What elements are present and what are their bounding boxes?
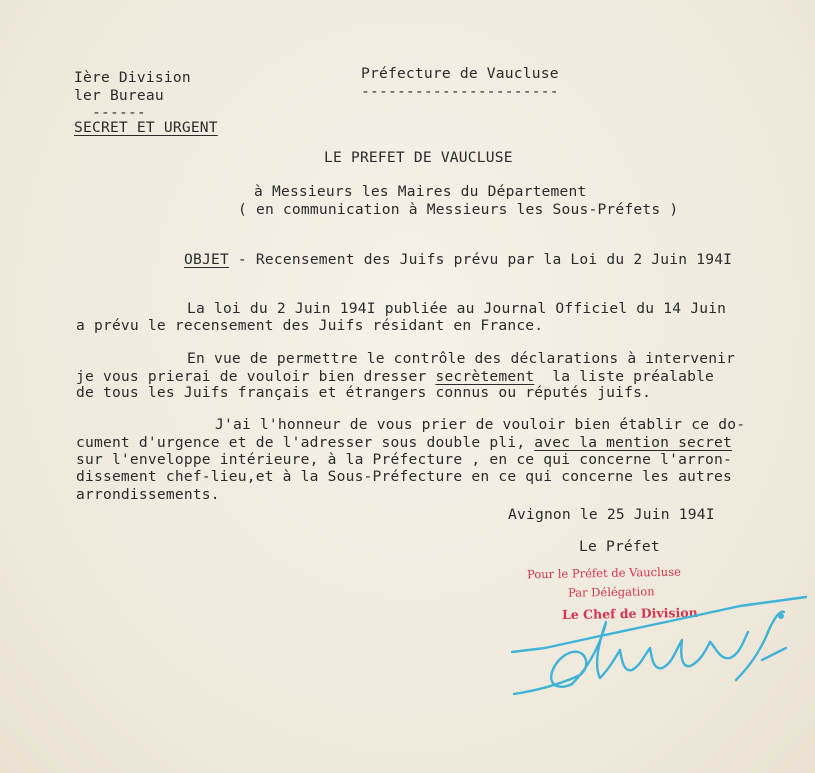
paragraph-3-line-1: J'ai l'honneur de vous prier de vouloir bien établir ce do- xyxy=(215,416,746,433)
paragraph-1-line-2: a prévu le recensement des Juifs résidant en France. xyxy=(76,317,544,334)
paragraph-2-line-1: En vue de permettre le contrôle des déclarations à intervenir xyxy=(187,350,736,367)
division-label: Ière Division xyxy=(74,69,191,86)
paragraph-3-line-2-text: cument d'urgence et de l'adresser sous double pli, xyxy=(76,434,535,451)
prefecture-rule: ---------------------- xyxy=(361,83,559,100)
recipients-line-1: à Messieurs les Maires du Département xyxy=(254,183,587,200)
place-date: Avignon le 25 Juin 194I xyxy=(508,506,715,523)
emphasis-mention-secret: avec la mention secret xyxy=(534,434,732,451)
sender-title: LE PREFET DE VAUCLUSE xyxy=(324,149,513,166)
paragraph-2-line-3: de tous les Juifs français et étrangers connus ou réputés juifs. xyxy=(76,384,652,401)
paragraph-3-line-5: arrondissements. xyxy=(76,486,220,503)
recipients-line-2: ( en communication à Messieurs les Sous-Préfets ) xyxy=(238,201,679,218)
paragraph-3-line-3: sur l'enveloppe intérieure, à la Préfecture , en ce qui concerne l'arron- xyxy=(76,451,732,468)
emphasis-secretement: secrètement xyxy=(435,368,535,385)
paragraph-2-line-2-text: je vous prierai de vouloir bien dresser xyxy=(76,368,436,385)
stamp-line-3: Le Chef de Division xyxy=(561,604,698,623)
confidential-label: SECRET ET URGENT xyxy=(74,119,218,136)
paragraph-1-line-1: La loi du 2 Juin 194I publiée au Journal Officiel du 14 Juin xyxy=(187,300,727,317)
paragraph-2-line-2-text-end: la liste préalable xyxy=(534,368,715,385)
prefecture-label: Préfecture de Vaucluse xyxy=(361,65,559,82)
closing-title: Le Préfet xyxy=(579,538,660,555)
bureau-label: ler Bureau xyxy=(74,87,164,104)
stamp-line-2: Par Délégation xyxy=(567,584,655,600)
bureau-rule: ------ xyxy=(92,104,146,121)
subject-label: OBJET xyxy=(184,251,229,268)
stamp-line-1: Pour le Préfet de Vaucluse xyxy=(526,564,681,582)
paragraph-3-line-4: dissement chef-lieu,et à la Sous-Préfecture en ce qui concerne les autres xyxy=(76,468,732,485)
subject-text: - Recensement des Juifs prévu par la Loi du 2 Juin 194I xyxy=(228,251,733,268)
